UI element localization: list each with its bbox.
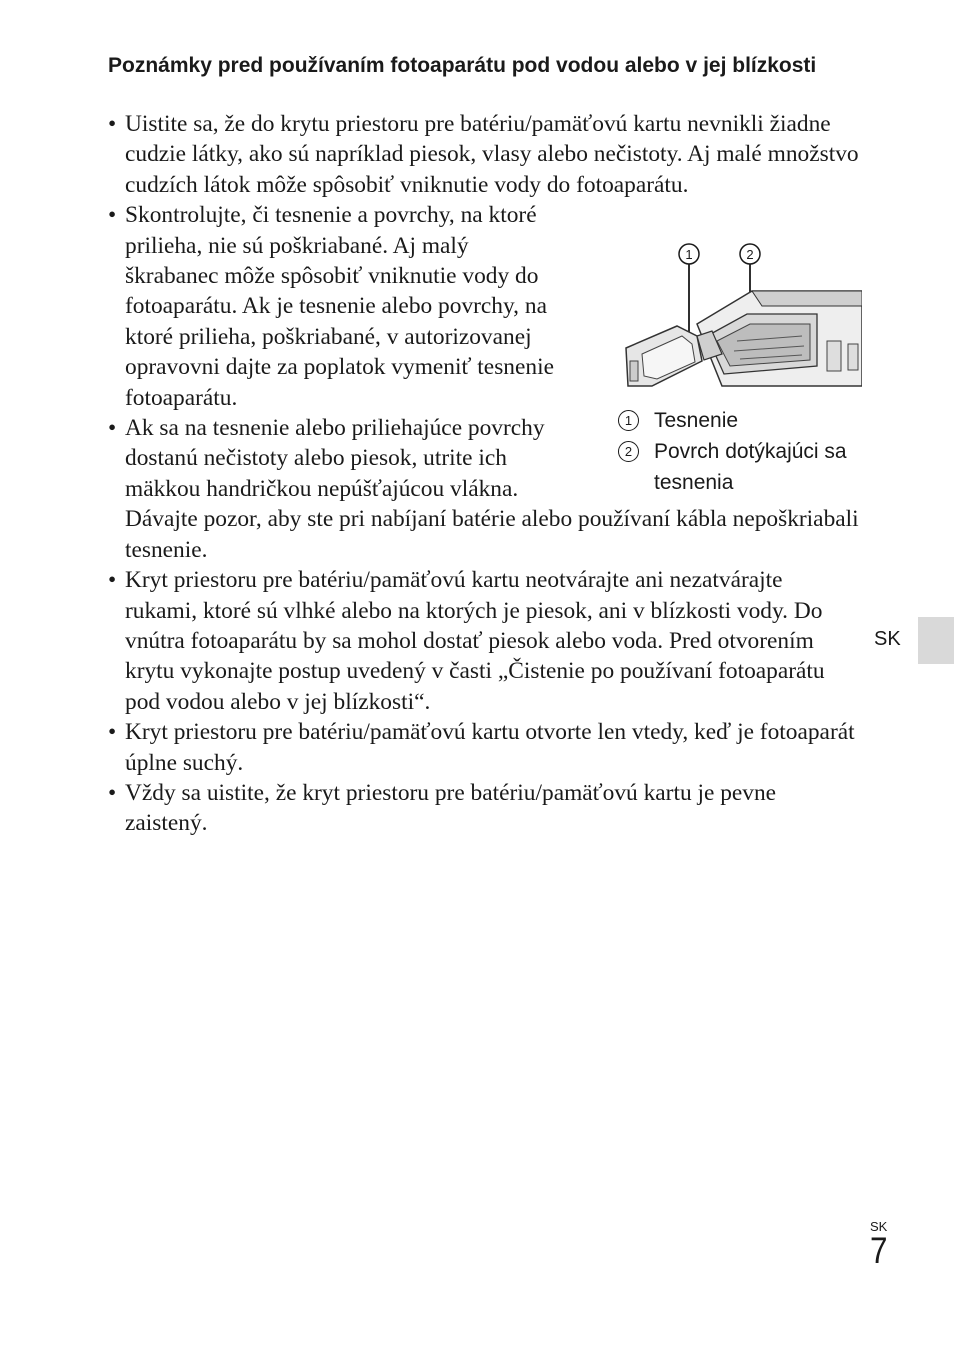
legend-item-seal <box>618 405 858 436</box>
camera-illustration <box>612 236 862 396</box>
legend-item-surface <box>618 436 858 498</box>
legend-label: Povrch dotýkajúci sa tesnenia <box>654 440 847 494</box>
legend-label: Tesnenie <box>654 409 739 432</box>
side-language-label: SK <box>874 628 901 650</box>
page-number: 7 <box>870 1230 888 1271</box>
list-item: • Skontrolujte, či tesnenie a povrchy, na ktoré prilieha, nie sú poškriabané. Aj malý škrabanec môže spôsobiť vniknutie vody do fotoaparátu. Ak je tesnenie alebo povrchy, na ktoré prilieha, poškriabané, v autorizovanej opravovni dajte za poplatok vymeniť tesnenie fotoaparátu. <box>108 200 860 413</box>
callout-marker-1 <box>679 244 699 264</box>
list-item: • Vždy sa uistite, že kryt priestoru pre batériu/pamäťovú kartu je pevne zaistený. <box>108 778 860 839</box>
legend-number: 1 <box>618 410 639 431</box>
side-tab-marker <box>918 617 954 664</box>
footer-language: SK <box>870 1219 888 1234</box>
svg-text:1: 1 <box>685 247 693 262</box>
list-item: • Kryt priestoru pre batériu/pamäťovú kartu neotvárajte ani nezatvárajte rukami, ktoré sú vlhké alebo na ktorých je piesok, ani v blízkosti vody. Do vnútra fotoaparátu by sa mohol dostať piesok alebo voda. Pred otvorením krytu vykonajte postup uvedený v časti „Čistenie po používaní fotoaparátu pod vodou alebo v jej blízkosti“. <box>108 565 860 717</box>
callout-marker-2 <box>740 244 760 264</box>
list-item: • Kryt priestoru pre batériu/pamäťovú kartu otvorte len vtedy, keď je fotoaparát úplne suchý. <box>108 717 860 778</box>
figure-legend <box>618 405 858 498</box>
list-item: • Ak sa na tesnenie alebo priliehajúce povrchy dostanú nečistoty alebo piesok, utrite ich mäkkou handričkou nepúšťajúcou vlákna. Dávajte pozor, aby ste pri nabíjaní batérie alebo používaní kábla nepoškriabali tesnenie. <box>108 413 860 565</box>
section-heading: Poznámky pred používaním fotoaparátu pod vodou alebo v jej blízkosti <box>108 54 817 77</box>
legend-number: 2 <box>618 441 639 462</box>
svg-text:2: 2 <box>746 247 754 262</box>
list-item: • Uistite sa, že do krytu priestoru pre batériu/pamäťovú kartu nevnikli žiadne cudzie látky, ako sú napríklad piesok, vlasy alebo nečistoty. Aj malé množstvo cudzích látok môže spôsobiť vniknutie vody do fotoaparátu. <box>108 109 860 200</box>
